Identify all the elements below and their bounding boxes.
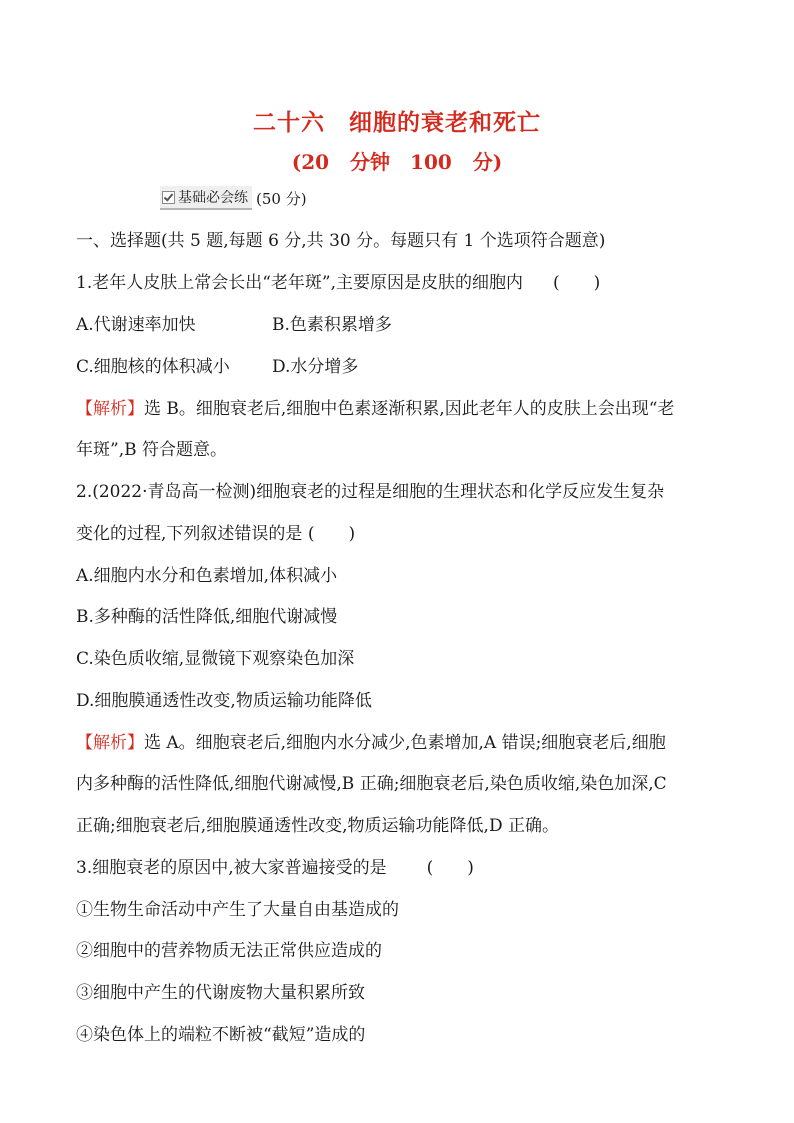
q2-option-d: D.细胞膜通透性改变,物质运输功能降低 <box>76 691 372 711</box>
q3-bracket: ( ) <box>426 858 474 878</box>
page-subtitle: (20 分钟 100 分) <box>291 150 503 174</box>
q1-options-row-2 <box>76 355 726 379</box>
q2-option-b: B.多种酶的活性降低,细胞代谢减慢 <box>76 607 338 627</box>
page-title: 二十六 细胞的衰老和死亡 <box>253 110 541 136</box>
q3-item-1: ①生物生命活动中产生了大量自由基造成的 <box>76 900 399 920</box>
q1-bracket: ( ) <box>553 273 601 293</box>
q1-analysis-line-2: 年斑”,B 符合题意。 <box>76 440 227 460</box>
q2-bracket: ( ) <box>307 524 356 544</box>
q3-stem-line <box>76 856 726 880</box>
q1-analysis-text-1: 选 B。细胞衰老后,细胞中色素逐渐积累,因此老年人的皮肤上会出现“老 <box>144 399 675 419</box>
q2-option-a: A.细胞内水分和色素增加,体积减小 <box>76 566 338 586</box>
section-tag-label: 基础必会练 <box>178 190 248 206</box>
q2-analysis-text-1: 选 A。细胞衰老后,细胞内水分减少,色素增加,A 错误;细胞衰老后,细胞 <box>144 733 666 753</box>
q1-option-b: B.色素积累增多 <box>272 315 392 335</box>
section-tag <box>160 186 307 210</box>
q1-stem: 1.老年人皮肤上常会长出“老年斑”,主要原因是皮肤的细胞内 <box>76 273 524 293</box>
section-tag-box <box>160 186 252 210</box>
q1-analysis-line-1 <box>76 397 726 421</box>
part-heading: 一、选择题(共 5 题,每题 6 分,共 30 分。每题只有 1 个选项符合题意) <box>76 231 606 251</box>
q3-item-2: ②细胞中的营养物质无法正常供应造成的 <box>76 941 382 961</box>
q3-item-3: ③细胞中产生的代谢废物大量积累所致 <box>76 983 365 1003</box>
q2-analysis-label: 【解析】 <box>76 733 144 753</box>
q2-analysis-line-2: 内多种酶的活性降低,细胞代谢减慢,B 正确;细胞衰老后,染色质收缩,染色加深,C <box>76 774 667 794</box>
q2-analysis-line-3: 正确;细胞衰老后,细胞膜通透性改变,物质运输功能降低,D 正确。 <box>76 816 559 836</box>
q3-stem: 3.细胞衰老的原因中,被大家普遍接受的是 <box>76 858 387 878</box>
q1-option-d: D.水分增多 <box>272 357 359 377</box>
q3-item-4: ④染色体上的端粒不断被“截短”造成的 <box>76 1025 366 1045</box>
q2-option-c: C.染色质收缩,显微镜下观察染色加深 <box>76 649 355 669</box>
q1-options-row-1 <box>76 313 726 337</box>
q2-stem-line-1: 2.(2022·青岛高一检测)细胞衰老的过程是细胞的生理状态和化学反应发生复杂 <box>76 482 665 502</box>
q1-option-c: C.细胞核的体积减小 <box>76 357 230 377</box>
q1-option-a: A.代谢速率加快 <box>76 315 196 335</box>
q1-stem-line <box>76 271 726 295</box>
section-score: (50 分) <box>256 189 307 208</box>
check-icon <box>162 191 175 204</box>
q1-analysis-label: 【解析】 <box>76 399 144 419</box>
q2-analysis-line-1 <box>76 731 726 755</box>
q2-stem-2: 变化的过程,下列叙述错误的是 <box>76 524 303 544</box>
q2-stem-line-2 <box>76 522 726 546</box>
